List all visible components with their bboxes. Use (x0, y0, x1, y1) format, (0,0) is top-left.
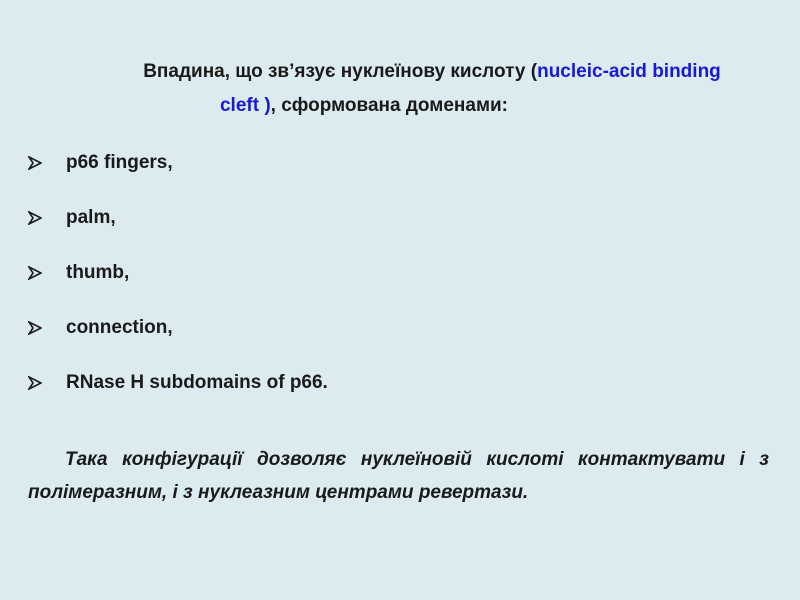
list-item-label: RNase H subdomains of p66. (66, 372, 328, 393)
heading-text-end: , сформована доменами: (270, 95, 509, 116)
heading-line-1 (60, 55, 780, 89)
arrow-bullet-icon (28, 376, 66, 390)
list-item (28, 365, 328, 401)
arrow-bullet-icon (28, 211, 66, 225)
heading-line-2 (60, 89, 780, 123)
list-item-label: palm, (66, 207, 116, 228)
arrow-bullet-icon (28, 266, 66, 280)
list-item (28, 255, 328, 291)
list-item (28, 310, 328, 346)
heading-english-term: nucleic-acid binding (537, 61, 721, 82)
arrow-bullet-icon (28, 321, 66, 335)
slide-heading (60, 55, 780, 123)
domain-list (28, 145, 328, 420)
list-item (28, 200, 328, 236)
heading-english-term-end: cleft ) (219, 95, 271, 116)
arrow-bullet-icon (28, 156, 66, 170)
list-item-label: connection, (66, 317, 173, 338)
list-item (28, 145, 328, 181)
conclusion-paragraph: Така конфігурації дозволяє нуклеїновій кислоті контактувати і з полімеразним, і з нуклеазним центрами ревертази. (28, 449, 769, 503)
heading-text: Впадина, що зв’язує нуклеїнову кислоту ( (143, 61, 538, 82)
list-item-label: p66 fingers, (66, 152, 173, 173)
list-item-label: thumb, (66, 262, 130, 283)
